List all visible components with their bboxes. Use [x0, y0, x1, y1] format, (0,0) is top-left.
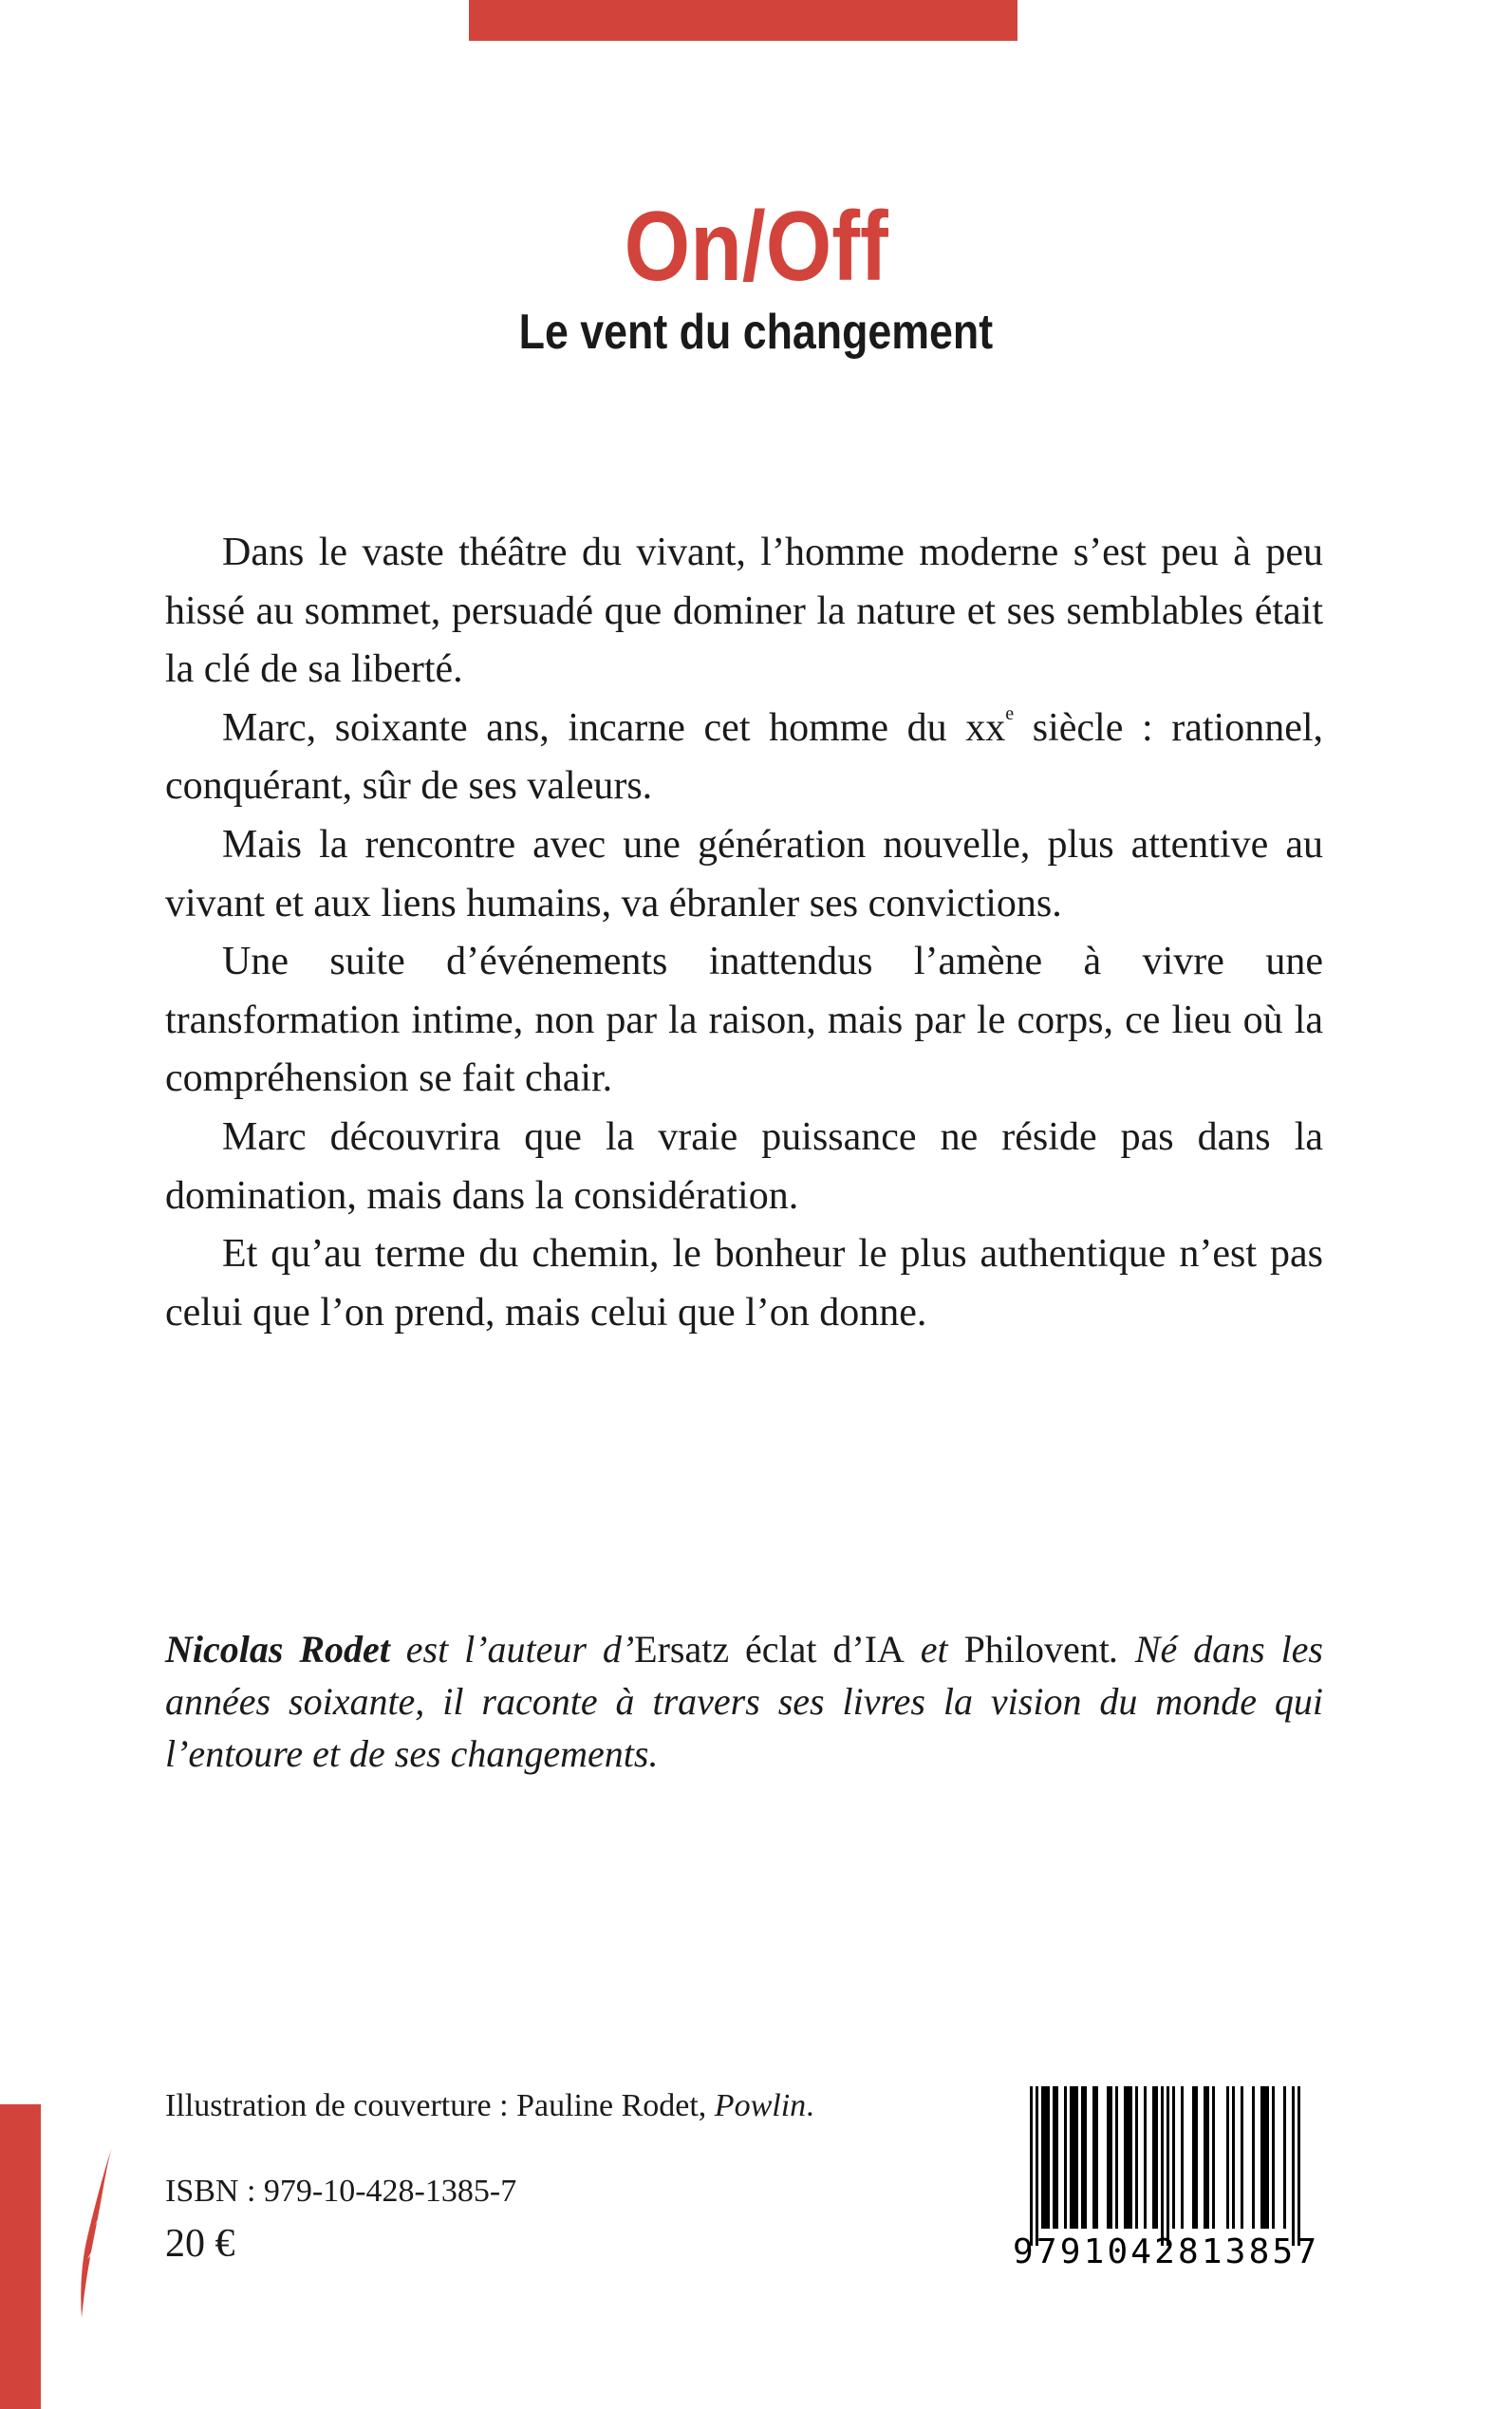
- barcode-bar: [1260, 2086, 1263, 2229]
- barcode-bar: [1030, 2086, 1033, 2246]
- barcode-bar: [1297, 2086, 1300, 2246]
- barcode-bar: [1152, 2086, 1155, 2229]
- barcode-bar: [1115, 2086, 1118, 2229]
- barcode-bar: [1041, 2086, 1044, 2229]
- isbn-barcode: [1013, 2086, 1326, 2267]
- back-cover-blurb: [165, 524, 1323, 1342]
- barcode-bar: [1144, 2086, 1147, 2229]
- barcode-bar: [1272, 2086, 1275, 2229]
- barcode-bar: [1124, 2086, 1127, 2229]
- book-title: On/Off: [624, 192, 888, 302]
- barcode-bar: [1107, 2086, 1110, 2229]
- barcode-bar: [1075, 2086, 1078, 2229]
- barcode-bar: [1064, 2086, 1067, 2229]
- barcode-bar: [1204, 2086, 1206, 2229]
- barcode-bar: [1135, 2086, 1138, 2229]
- barcode-bar: [1047, 2086, 1050, 2229]
- barcode-bar: [1044, 2086, 1047, 2229]
- blurb-paragraph: Marc découvrira que la vraie puissance ne réside pas dans la domination, mais dans la considération.: [165, 1114, 1323, 1218]
- barcode-bar: [1232, 2086, 1235, 2229]
- barcode-bar: [1292, 2086, 1295, 2246]
- barcode-bar: [1252, 2086, 1255, 2229]
- barcode-bar: [1036, 2086, 1038, 2246]
- blurb-paragraph: Une suite d’événements inattendus l’amène à vivre une transformation intime, non par la raison, mais par le corps, ce lieu où la compréhension se fait chair.: [165, 940, 1323, 1101]
- barcode-bar: [1206, 2086, 1209, 2229]
- barcode-bar: [1195, 2086, 1198, 2229]
- barcode-bar: [1073, 2086, 1075, 2229]
- barcode-digits: 9791042813857: [1013, 2232, 1316, 2267]
- feather-logo-icon: [78, 2147, 116, 2318]
- barcode-bar: [1127, 2086, 1129, 2229]
- barcode-bar: [1095, 2086, 1098, 2229]
- barcode-bar: [1110, 2086, 1112, 2229]
- barcode-bar: [1055, 2086, 1058, 2229]
- blurb-paragraph: Marc, soixante ans, incarne cet homme du $xx^e$ siècle : rationnel, conquérant, sûr de ses valeurs.: [165, 702, 1323, 809]
- blurb-paragraph: Dans le vaste théâtre du vivant, l’homme moderne s’est peu à peu hissé au sommet, persuadé que dominer la nature et ses semblables était la clé de sa liberté.: [165, 531, 1323, 692]
- barcode-bar: [1192, 2086, 1195, 2229]
- barcode-bar: [1129, 2086, 1132, 2229]
- barcode-bar: [1283, 2086, 1286, 2229]
- barcode-bar: [1263, 2086, 1266, 2229]
- barcode-bar: [1070, 2086, 1073, 2229]
- barcode-bar: [1226, 2086, 1229, 2229]
- price: 20 €: [165, 2222, 235, 2266]
- barcode-bar: [1181, 2086, 1184, 2229]
- left-accent-bar: [0, 2104, 41, 2409]
- author-bio: Nicolas Rodet est l’auteur d’Ersatz éclat d’IA et Philovent. Né dans les années soixante, il raconte à travers ses livres la vision du monde qui l’entoure et de ses changements.: [165, 1628, 1324, 1775]
- barcode-bar: [1081, 2086, 1084, 2229]
- barcode-bar: [1053, 2086, 1055, 2229]
- barcode-bar: [1167, 2086, 1169, 2246]
- isbn: ISBN : 979-10-428-1385-7: [165, 2174, 517, 2209]
- blurb-paragraph: Et qu’au terme du chemin, le bonheur le plus authentique n’est pas celui que l’on prend, mais celui que l’on donne.: [165, 1232, 1323, 1335]
- barcode-bar: [1266, 2086, 1269, 2229]
- barcode-bar: [1172, 2086, 1175, 2229]
- illustration-credit: Illustration de couverture : Pauline Rodet, Powlin.: [165, 2088, 814, 2123]
- barcode-bar: [1212, 2086, 1215, 2229]
- barcode-bar: [1155, 2086, 1158, 2229]
- barcode-bar: [1241, 2086, 1243, 2229]
- barcode-bar: [1161, 2086, 1164, 2246]
- book-subtitle: Le vent du changement: [518, 305, 994, 360]
- barcode-bar: [1092, 2086, 1095, 2229]
- top-accent-bar: [469, 0, 1017, 41]
- barcode-bar: [1084, 2086, 1087, 2229]
- blurb-paragraph: Mais la rencontre avec une génération nouvelle, plus attentive au vivant et aux liens humains, va ébranler ses convictions.: [165, 822, 1323, 925]
